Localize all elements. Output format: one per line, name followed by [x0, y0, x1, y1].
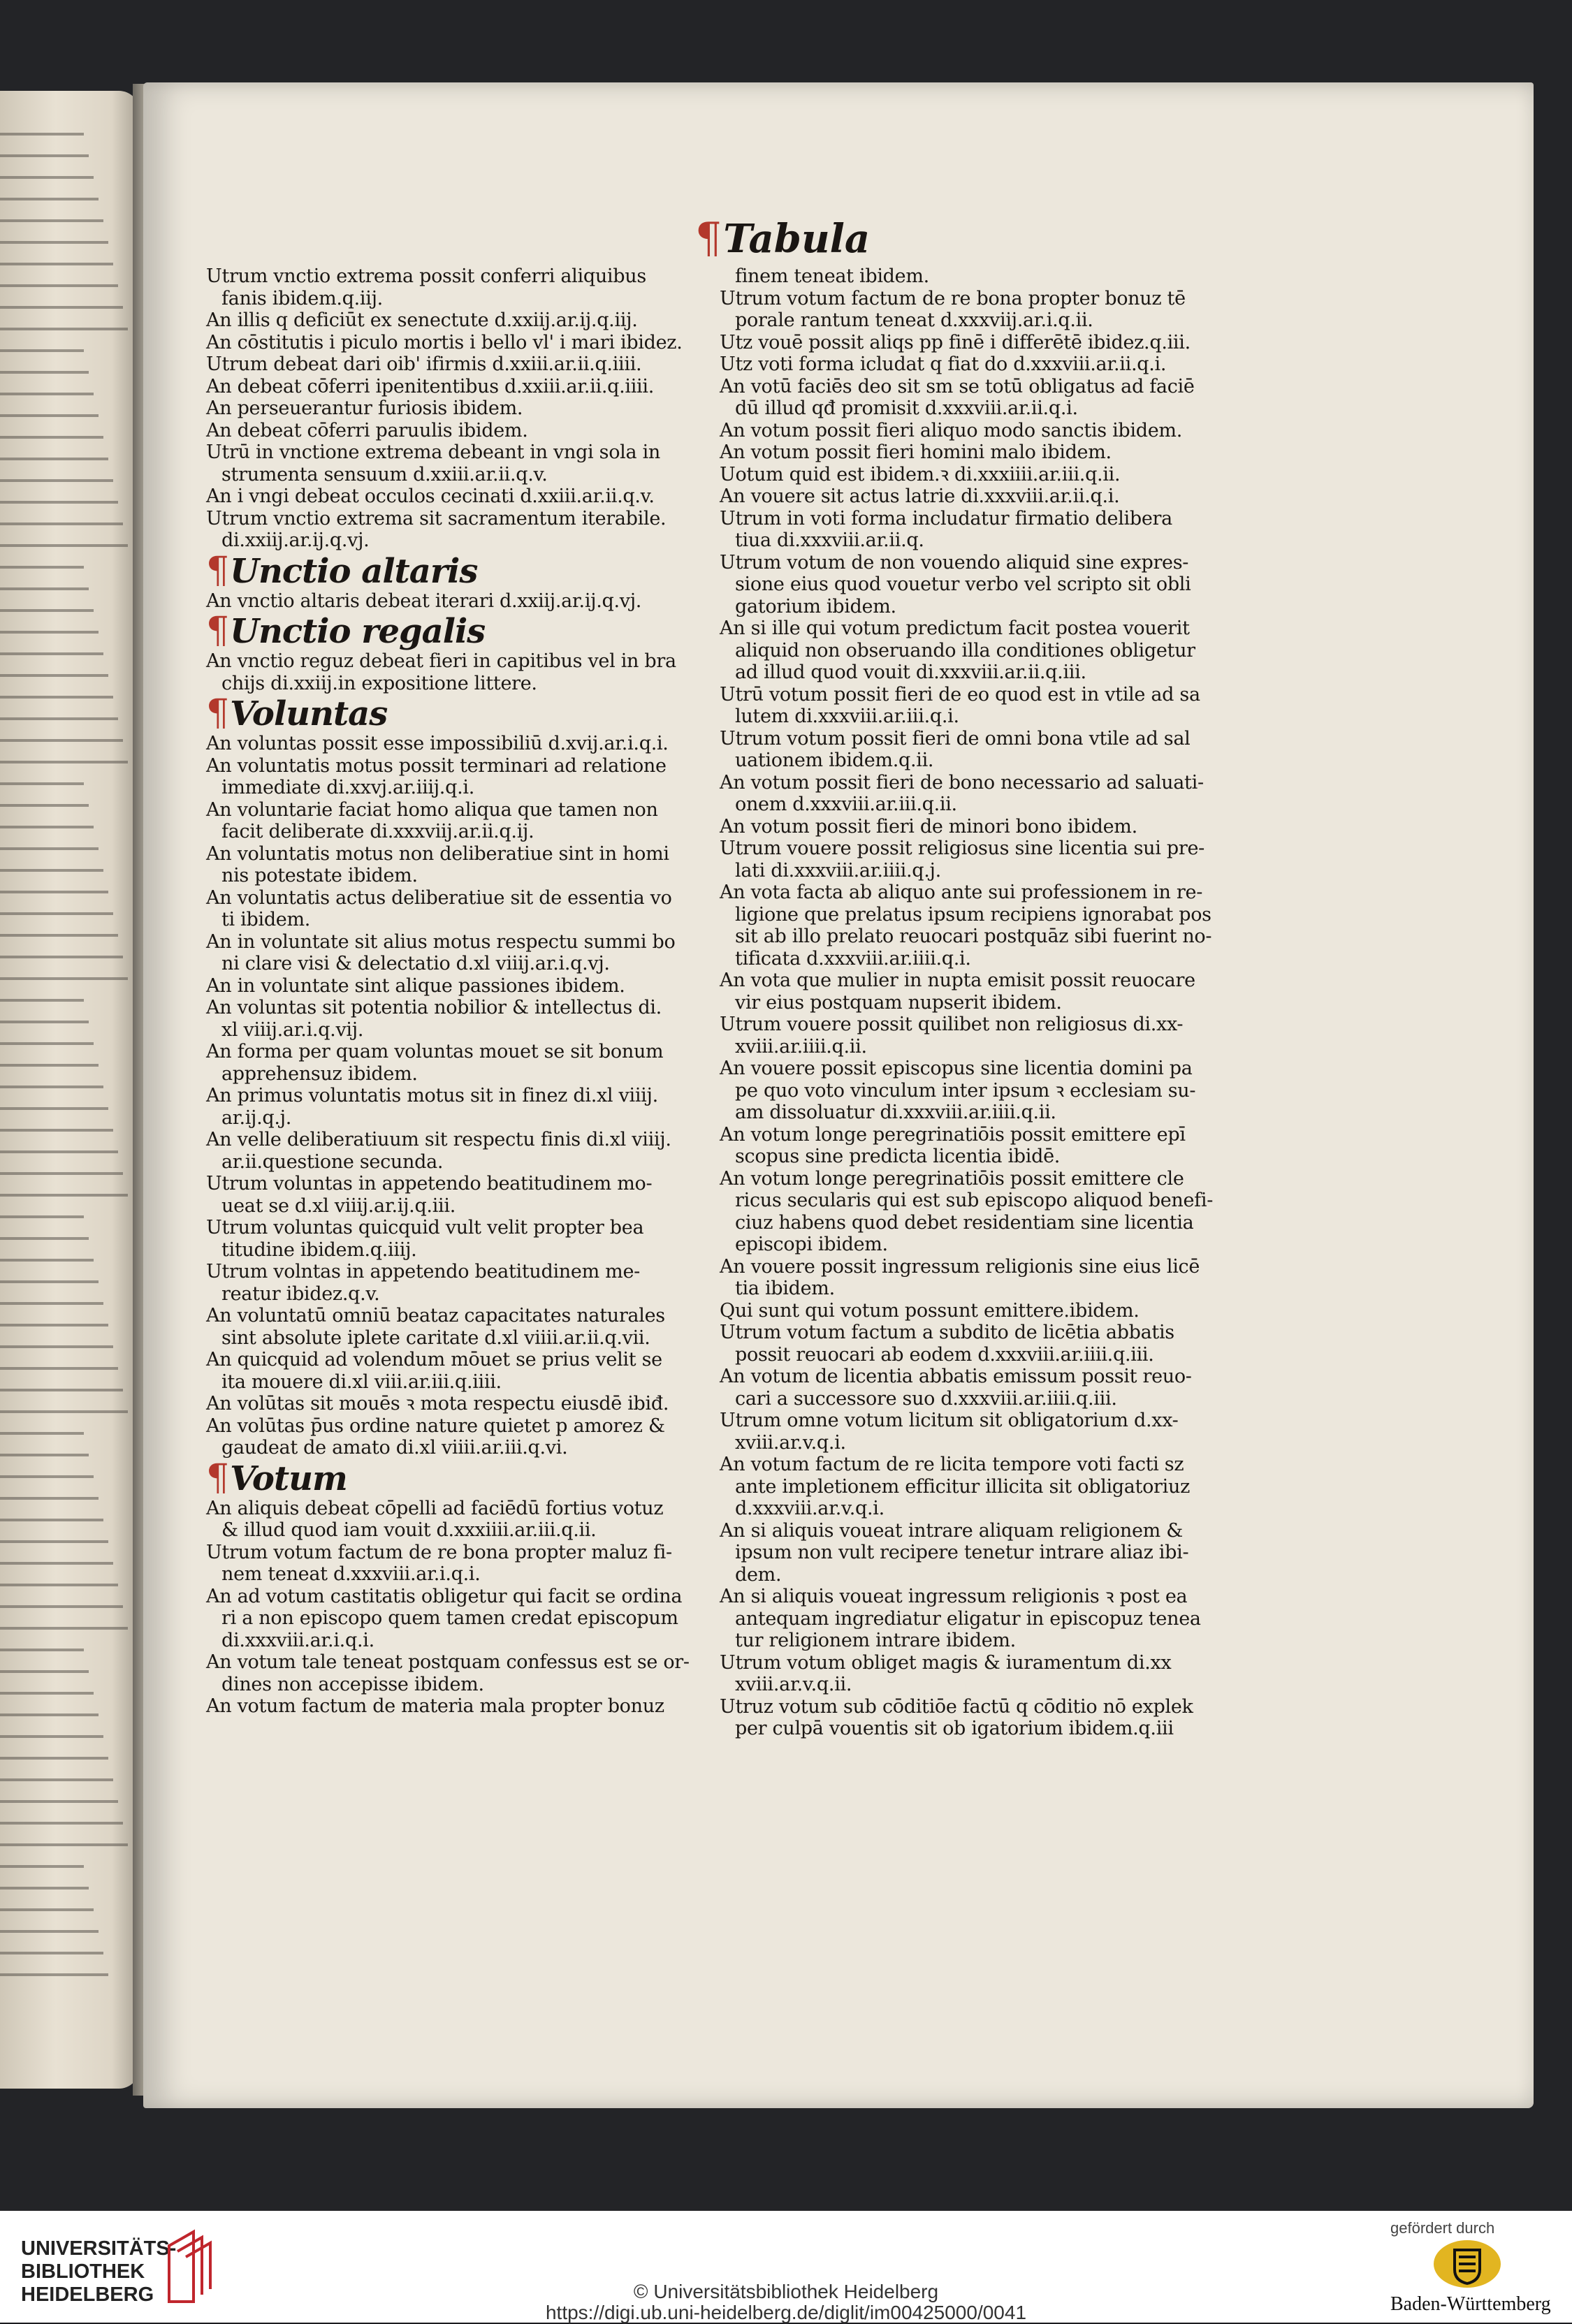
index-entry-line: An votum de licentia abbatis emissum possit reuo- — [720, 1366, 1192, 1387]
index-entry-line: finem teneat ibidem. — [735, 265, 929, 287]
index-entry-line: An vota que mulier in nupta emisit possit reuocare — [720, 970, 1195, 991]
index-entry-line: chijs di.xxiij.in expositione littere. — [221, 672, 537, 694]
section-heading-text: Unctio altaris — [230, 551, 478, 591]
copyright-text: © Universitätsbibliothek Heidelberg — [633, 2281, 939, 2302]
facing-page-text-fragment — [0, 912, 113, 915]
facing-page-text-fragment — [0, 1800, 118, 1803]
index-entry-line: Qui sunt qui votum possunt emittere.ibidem. — [720, 1299, 1140, 1322]
index-entry-line: An forma per quam voluntas mouet se sit bonum — [206, 1041, 664, 1062]
facing-page-text-fragment — [0, 284, 118, 287]
index-entry-line: An quicquid ad volendum mōuet se prius velit se — [206, 1349, 662, 1371]
index-entry-line: Utrum in voti forma includatur firmatio delibera — [720, 507, 1172, 529]
facing-page-text-fragment — [0, 1410, 128, 1413]
index-entry-line: An votum factum de re licita tempore voti facti sz — [720, 1454, 1184, 1475]
section-heading-text: Unctio regalis — [230, 612, 486, 651]
index-entry-line: sint absolute iplete caritate d.xl viiii.ar.ii.q.vii. — [221, 1327, 650, 1349]
index-entry-line: An voluntatis motus non deliberatiue sint in homi — [206, 842, 669, 865]
index-entry-line: ar.ij.q.j. — [221, 1106, 292, 1129]
index-entry-line: Utrum votum possit fieri de omni bona vtile ad sal — [720, 727, 1191, 750]
index-entry-line: onem d.xxxviii.ar.iii.q.ii. — [735, 794, 957, 815]
index-entry-line: An volūtas sit mouēs ꝛ mota respectu eiusdē ibiđ. — [206, 1393, 669, 1415]
facing-page-text-fragment — [0, 1822, 123, 1825]
index-entry-line: Utrum vouere possit quilibet non religiosus di.xx- — [720, 1014, 1184, 1035]
index-entry-line: An voluntatis actus deliberatiue sit de essentia vo — [206, 886, 672, 909]
facing-page-text-fragment — [0, 587, 89, 590]
index-entry-line: Utrum omne votum licitum sit obligatorium d.xx- — [720, 1410, 1179, 1431]
index-entry-line: xviii.ar.iiii.q.ii. — [735, 1035, 867, 1058]
index-entry-line: An votum longe peregrinatiōis possit emittere epī — [720, 1123, 1186, 1146]
facing-page-text-fragment — [0, 1757, 108, 1760]
facing-page-text-fragment — [0, 349, 84, 352]
facing-page-text-fragment — [0, 306, 123, 309]
facing-page-text-fragment — [0, 328, 128, 330]
index-entry-line: An si aliquis voueat intrare aliquam religionem & — [720, 1519, 1183, 1542]
index-entry-line: vir eius postquam nupserit ibidem. — [735, 991, 1062, 1014]
index-entry-line: ad illud quod vouit di.xxxviii.ar.ii.q.iii. — [735, 662, 1086, 683]
facing-page-text-fragment — [0, 1107, 108, 1110]
index-entry-line: Utrum votum de non vouendo aliquid sine expres- — [720, 551, 1189, 573]
index-entry-line: An velle deliberatiuum sit respectu finis di.xl viiij. — [206, 1129, 671, 1150]
index-entry-line: An aliquis debeat cōpelli ad faciēdū fortius votuz — [206, 1497, 664, 1519]
facing-page-text-fragment — [0, 371, 89, 374]
facing-page-text-fragment — [0, 1735, 103, 1738]
facing-page-text-fragment — [0, 1432, 84, 1435]
index-entry-line: An i vngi debeat occulos cecinati d.xxiii.ar.ii.q.v. — [206, 485, 655, 507]
facing-page-text-fragment — [0, 1259, 94, 1262]
index-entry-line: Utrum votum factum de re bona propter maluz fi- — [206, 1541, 672, 1563]
facing-page-text-fragment — [0, 1215, 84, 1218]
pilcrow-mark: ¶ — [206, 1456, 229, 1499]
section-heading — [206, 1456, 800, 1499]
facing-page-text-fragment — [0, 1172, 123, 1175]
sponsor-label: gefördert durch — [1390, 2219, 1495, 2237]
facing-page-text-fragment — [0, 1324, 108, 1327]
index-entry-line: An in voluntate sint alique passiones ibidem. — [206, 974, 625, 997]
index-entry-line: An vouere possit ingressum religionis sine eius licē — [720, 1255, 1200, 1278]
index-entry-line: An si aliquis voueat ingressum religionis ꝛ post ea — [720, 1586, 1188, 1607]
index-entry-line: ipsum non vult recipere tenetur intrare aliaz ibi- — [735, 1542, 1189, 1563]
index-entry-line: strumenta sensuum d.xxiii.ar.ii.q.v. — [221, 463, 548, 485]
facing-page-text-fragment — [0, 1150, 118, 1153]
index-entry-line: Utrum votum obliget magis & iuramentum di.xx — [720, 1651, 1172, 1674]
index-entry-line: tur religionem intrare ibidem. — [735, 1630, 1016, 1651]
facing-page-text-fragment — [0, 1649, 84, 1651]
facing-page-text-fragment — [0, 1497, 99, 1500]
facing-page-text-fragment — [0, 956, 123, 958]
facing-page-text-fragment — [0, 1345, 113, 1348]
index-entry-line: ligione que prelatus ipsum recipiens ignorabat pos — [735, 903, 1211, 926]
index-entry-line: tiua di.xxxviii.ar.ii.q. — [735, 529, 924, 551]
facing-page-text-fragment — [0, 154, 89, 157]
facing-page-text-fragment — [0, 1843, 128, 1846]
index-entry-line: ri a non episcopo quem tamen credat episcopum — [221, 1607, 678, 1629]
logo-line-1: UNIVERSITÄTS- — [21, 2237, 177, 2260]
facing-page-text-fragment — [0, 1605, 123, 1608]
facing-page-text-fragment — [0, 479, 113, 482]
right-text-column — [720, 265, 1369, 1740]
logo-line-3: HEIDELBERG — [21, 2283, 154, 2306]
facing-page-text-fragment — [0, 1194, 128, 1197]
index-entry-line: per culpā vouentis sit ob igatorium ibidem.q.iii — [735, 1718, 1174, 1739]
facing-page-text-fragment — [0, 1086, 103, 1088]
index-entry-line: ricus secularis qui est sub episcopo aliquod benefi- — [735, 1190, 1214, 1211]
permalink-url[interactable]: https://digi.ub.uni-heidelberg.de/diglit/im00425000/0041 — [545, 2302, 1027, 2323]
index-entry-line: An vnctio reguz debeat fieri in capitibus vel in bra — [206, 650, 676, 672]
pilcrow-mark: ¶ — [206, 692, 229, 734]
index-entry-line: ni clare visi & delectatio d.xl viiij.ar.i.q.vj. — [221, 953, 610, 974]
index-entry-line: An primus voluntatis motus sit in finez di.xl viiij. — [206, 1085, 658, 1106]
page-title — [695, 214, 870, 263]
index-entry-line: uationem ibidem.q.ii. — [735, 750, 934, 771]
facing-page-text-fragment — [0, 1475, 94, 1478]
index-entry-line: Utz voti forma icludat q fiat do d.xxxviii.ar.ii.q.i. — [720, 353, 1167, 375]
facing-page-text-fragment — [0, 1237, 89, 1240]
facing-page-text-fragment — [0, 1908, 94, 1911]
index-entry-line: am dissoluatur di.xxxviii.ar.iiii.q.ii. — [735, 1102, 1056, 1123]
index-entry-line: An voluntatū omniū beataz capacitates naturales — [206, 1305, 665, 1327]
index-entry-line: ar.ii.questione secunda. — [221, 1150, 444, 1173]
facing-page-text-fragment — [0, 891, 108, 893]
index-entry-line: An vota facta ab aliquo ante sui professionem in re- — [720, 882, 1203, 903]
sponsor-name: Baden-Württemberg — [1390, 2293, 1551, 2315]
index-entry-line: An illis q deficiūt ex senectute d.xxiij.ar.ij.q.iij. — [206, 309, 638, 331]
index-entry-line: ueat se d.xl viiij.ar.ij.q.iii. — [221, 1194, 456, 1217]
index-entry-line: Utrum votum factum de re bona propter bonuz tē — [720, 287, 1186, 309]
facing-page-text-fragment — [0, 631, 99, 634]
section-heading — [206, 612, 800, 650]
index-entry-line: An votum possit fieri aliquo modo sanctis ibidem. — [720, 419, 1183, 441]
facing-page-text-fragment — [0, 1865, 84, 1868]
index-entry-line: Utrum voluntas quicquid vult velit propter bea — [206, 1217, 644, 1238]
facing-page-text-fragment — [0, 934, 118, 937]
facing-page-text-fragment — [0, 198, 99, 200]
index-entry-line: titudine ibidem.q.iiij. — [221, 1238, 417, 1261]
index-entry-line: An votum tale teneat postquam confessus est se or- — [206, 1651, 690, 1673]
index-entry-line: sit ab illo prelato reuocari postquāz sibi fuerint no- — [735, 926, 1212, 947]
logo-line-2: BIBLIOTHEK — [21, 2260, 145, 2283]
facing-page-text-fragment — [0, 241, 108, 244]
index-entry-line: Utrum debeat dari oib' ifirmis d.xxiii.ar.ii.q.iiii. — [206, 353, 642, 375]
facing-page-text-fragment — [0, 501, 118, 504]
facing-page-text-fragment — [0, 414, 99, 417]
facing-page-text-fragment — [0, 609, 94, 612]
facing-page-text-fragment — [0, 826, 94, 828]
index-entry-line: d.xxxviii.ar.v.q.i. — [735, 1498, 885, 1519]
index-entry-line: immediate di.xxvj.ar.iiij.q.i. — [221, 777, 474, 798]
facing-page-text-fragment — [0, 1367, 118, 1370]
book-page — [143, 82, 1534, 2108]
facing-page-edge — [0, 91, 140, 2089]
index-entry-line: Utrum vouere possit religiosus sine licentia sui pre- — [720, 838, 1205, 859]
facing-page-text-fragment — [0, 1021, 89, 1023]
index-entry-line: dū illud qđ promisit d.xxxviii.ar.ii.q.i. — [735, 397, 1078, 419]
index-entry-line: fanis ibidem.q.iij. — [221, 287, 383, 309]
index-entry-line: nem teneat d.xxxviii.ar.i.q.i. — [221, 1563, 481, 1585]
page-title-text: Tabula — [723, 216, 871, 262]
facing-page-text-fragment — [0, 1389, 123, 1391]
facing-page-text-fragment — [0, 522, 123, 525]
pilcrow-mark: ¶ — [695, 214, 722, 263]
facing-page-text-fragment — [0, 1670, 89, 1673]
facing-page-text-fragment — [0, 176, 94, 179]
index-entry-line: An vnctio altaris debeat iterari d.xxiij.ar.ij.q.vj. — [206, 590, 642, 612]
index-entry-line: Utrum voluntas in appetendo beatitudinem mo- — [206, 1173, 653, 1194]
facing-page-text-fragment — [0, 1584, 118, 1586]
facing-page-text-fragment — [0, 1778, 113, 1781]
index-entry-line: An votum factum de materia mala propter bonuz — [206, 1695, 664, 1717]
index-entry-line: An voluntarie faciat homo aliqua que tamen non — [206, 798, 658, 821]
facing-page-text-fragment — [0, 1042, 94, 1045]
facing-page-text-fragment — [0, 1692, 94, 1695]
facing-page-text-fragment — [0, 804, 89, 807]
index-entry-line: An debeat cōferri ipenitentibus d.xxiii.ar.ii.q.iiii. — [206, 375, 655, 397]
index-entry-line: An votum possit fieri de minori bono ibidem. — [720, 815, 1137, 838]
index-entry-line: An vouere sit actus latrie di.xxxviii.ar.ii.q.i. — [720, 485, 1120, 507]
index-entry-line: ante impletionem efficitur illicita sit obligatoriuz — [735, 1475, 1191, 1498]
index-entry-line: gaudeat de amato di.xl viiii.ar.iii.q.vi. — [221, 1437, 568, 1459]
facing-page-text-fragment — [0, 674, 108, 677]
index-entry-line: Utrū votum possit fieri de eo quod est in vtile ad sa — [720, 683, 1200, 706]
index-entry-line: Utrū in vnctione extrema debeant in vngi sola in — [206, 441, 661, 463]
facing-page-text-fragment — [0, 652, 103, 655]
index-entry-line: Uotum quid est ibidem.ꝛ di.xxxiiii.ar.iii.q.ii. — [720, 463, 1121, 485]
facing-page-text-fragment — [0, 263, 113, 265]
index-entry-line: tia ibidem. — [735, 1278, 835, 1299]
index-entry-line: xviii.ar.v.q.i. — [735, 1431, 846, 1454]
index-entry-line: An votū faciēs deo sit sm se totū obligatus ad faciē — [720, 375, 1195, 397]
facing-page-text-fragment — [0, 761, 128, 763]
index-entry-line: sione eius quod vouetur verbo vel scripto sit obli — [735, 573, 1191, 595]
facing-page-text-fragment — [0, 436, 103, 439]
facing-page-text-fragment — [0, 1973, 108, 1976]
index-entry-line: episcopi ibidem. — [735, 1234, 888, 1255]
index-entry-line: scopus sine predicta licentia ibidē. — [735, 1146, 1061, 1167]
index-entry-line: reatur ibidez.q.v. — [221, 1282, 380, 1305]
facing-page-text-fragment — [0, 1280, 99, 1283]
section-heading-text: Votum — [230, 1459, 347, 1498]
index-entry-line: cari a successore suo d.xxxviii.ar.iiii.q.iii. — [735, 1387, 1117, 1410]
index-entry-line: dem. — [735, 1563, 782, 1586]
section-heading — [206, 694, 800, 733]
index-entry-line: ti ibidem. — [221, 909, 311, 930]
index-entry-line: An voluntatis motus possit terminari ad relatione — [206, 754, 667, 777]
facing-page-text-fragment — [0, 999, 84, 1002]
facing-page-text-fragment — [0, 1887, 89, 1890]
section-heading — [206, 549, 800, 592]
index-entry-line: An cōstitutis i piculo mortis i bello vl' i mari ibidez. — [206, 331, 683, 353]
index-entry-line: An voluntas sit potentia nobilior & intellectus di. — [206, 997, 662, 1018]
facing-page-text-fragment — [0, 566, 84, 569]
index-entry-line: An volūtas p̄us ordine nature quietet p amorez & — [206, 1415, 665, 1437]
index-entry-line: dines non accepisse ibidem. — [221, 1673, 484, 1695]
index-entry-line: tificata d.xxxviii.ar.iiii.q.i. — [735, 947, 971, 970]
index-entry-line: An si ille qui votum predictum facit postea vouerit — [720, 617, 1190, 639]
facing-page-text-fragment — [0, 133, 84, 136]
section-heading-text: Voluntas — [230, 694, 388, 733]
index-entry-line: di.xxiij.ar.ij.q.vj. — [221, 529, 370, 551]
state-coat-of-arms-icon[interactable] — [1432, 2239, 1502, 2289]
facing-page-text-fragment — [0, 393, 94, 395]
index-entry-line: An debeat cōferri paruulis ibidem. — [206, 419, 528, 441]
facing-page-text-fragment — [0, 1713, 99, 1716]
facing-page-text-fragment — [0, 1129, 113, 1132]
index-entry-line: Utrum volntas in appetendo beatitudinem me- — [206, 1261, 640, 1282]
index-entry-line: ciuz habens quod debet residentiam sine licentia — [735, 1211, 1194, 1234]
facing-page-text-fragment — [0, 544, 128, 547]
facing-page-text-fragment — [0, 1627, 128, 1630]
index-entry-line: An votum possit fieri de bono necessario ad saluati- — [720, 771, 1204, 794]
left-text-column — [206, 265, 800, 1718]
facing-page-text-fragment — [0, 1562, 113, 1565]
index-entry-line: Utrum votum factum a subdito de licētia abbatis — [720, 1322, 1174, 1343]
index-entry-line: An voluntas possit esse impossibiliū d.xvij.ar.i.q.i. — [206, 733, 669, 754]
index-entry-line: apprehensuz ibidem. — [221, 1062, 418, 1085]
index-entry-line: lutem di.xxxviii.ar.iii.q.i. — [735, 706, 959, 727]
pilcrow-mark: ¶ — [206, 610, 229, 652]
index-entry-line: xviii.ar.v.q.ii. — [735, 1674, 852, 1695]
facing-page-text-fragment — [0, 696, 113, 699]
index-entry-line: Utrum vnctio extrema possit conferri aliquibus — [206, 265, 646, 287]
index-entry-line: aliquid non obseruando illa conditiones obligetur — [735, 639, 1195, 662]
index-entry-line: lati di.xxxviii.ar.iiii.q.j. — [735, 859, 941, 882]
index-entry-line: possit reuocari ab eodem d.xxxviii.ar.iiii.q.iii. — [735, 1343, 1154, 1366]
index-entry-line: An in voluntate sit alius motus respectu summi bo — [206, 930, 676, 953]
index-entry-line: ita mouere di.xl viii.ar.iii.q.iiii. — [221, 1371, 502, 1393]
index-entry-line: gatorium ibidem. — [735, 595, 896, 617]
index-entry-line: nis potestate ibidem. — [221, 865, 418, 886]
index-entry-line: An votum possit fieri homini malo ibidem. — [720, 441, 1112, 463]
facing-page-text-fragment — [0, 458, 108, 460]
index-entry-line: porale rantum teneat d.xxxviij.ar.i.q.ii. — [735, 309, 1093, 331]
index-entry-line: xl viiij.ar.i.q.vij. — [221, 1018, 364, 1041]
index-entry-line: An vouere possit episcopus sine licentia domini pa — [720, 1058, 1193, 1079]
facing-page-text-fragment — [0, 1952, 103, 1954]
facing-page-text-fragment — [0, 717, 118, 720]
index-entry-line: An perseuerantur furiosis ibidem. — [206, 397, 523, 419]
facing-page-text-fragment — [0, 1302, 103, 1305]
footer-bar — [0, 2211, 1572, 2323]
index-entry-line: An ad votum castitatis obligetur qui facit se ordina — [206, 1585, 683, 1607]
index-entry-line: pe quo voto vinculum inter ipsum ꝛ ecclesiam su- — [735, 1079, 1196, 1102]
facing-page-text-fragment — [0, 739, 123, 742]
facing-page-text-fragment — [0, 1540, 108, 1543]
index-entry-line: di.xxxviii.ar.i.q.i. — [221, 1629, 374, 1651]
index-entry-line: & illud quod iam vouit d.xxxiiii.ar.iii.q.ii. — [221, 1519, 597, 1541]
facing-page-text-fragment — [0, 1454, 89, 1456]
facing-page-text-fragment — [0, 219, 103, 222]
index-entry-line: Utrum vnctio extrema sit sacramentum iterabile. — [206, 507, 667, 529]
facing-page-text-fragment — [0, 782, 84, 785]
facing-page-text-fragment — [0, 847, 99, 850]
index-entry-line: An votum longe peregrinatiōis possit emittere cle — [720, 1167, 1184, 1190]
facing-page-text-fragment — [0, 977, 128, 980]
index-entry-line: Utruz votum sub cōditiōe factū q cōditio nō explek — [720, 1695, 1193, 1718]
facing-page-text-fragment — [0, 1930, 99, 1933]
index-entry-line: Utz vouē possit aliqs pp finē i differētē ibidez.q.iii. — [720, 331, 1191, 353]
facing-page-text-fragment — [0, 869, 103, 872]
pilcrow-mark: ¶ — [206, 549, 229, 592]
facing-page-text-fragment — [0, 1519, 103, 1521]
facing-page-text-fragment — [0, 1064, 99, 1067]
index-entry-line: antequam ingrediatur eligatur in episcopuz tenea — [735, 1607, 1201, 1630]
index-entry-line: facit deliberate di.xxxviij.ar.ii.q.ij. — [221, 821, 534, 842]
